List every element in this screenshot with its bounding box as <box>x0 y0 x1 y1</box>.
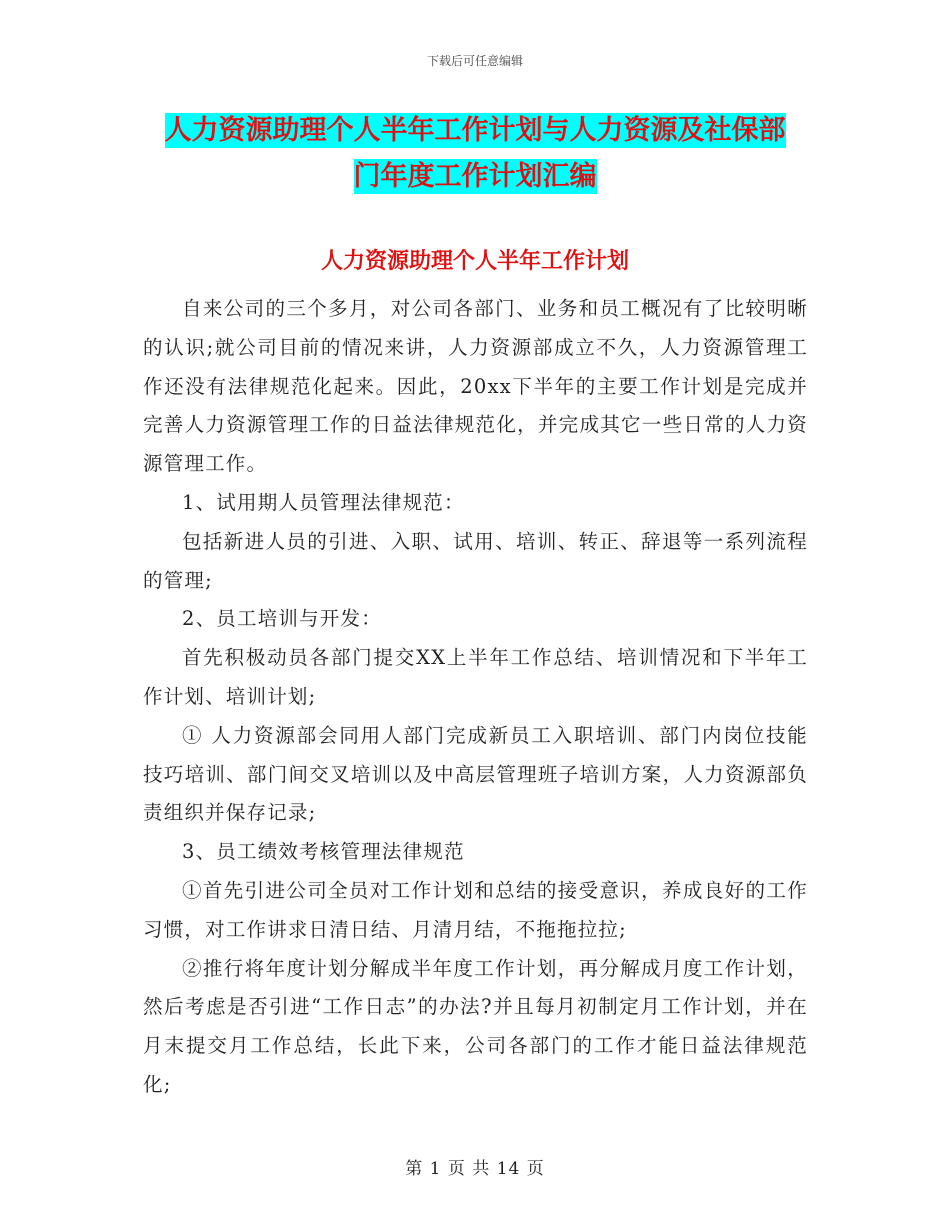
document-title <box>150 108 800 200</box>
paragraph-2-detail: 首先积极动员各部门提交XX上半年工作总结、培训情况和下半年工作计划、培训计划; <box>143 646 808 708</box>
paragraph-heading-2: 2、员工培训与开发： <box>182 607 382 631</box>
document-title-line-1: 人力资源助理个人半年工作计划与人力资源及社保部 <box>164 115 786 146</box>
paragraph-intro: 自来公司的三个多月，对公司各部门、业务和员工概况有了比较明晰的认识;就公司目前的情况来讲，人力资源部成立不久，人力资源管理工作还没有法律规范化起来。因此，20xx下半年的主要工作计划是完成并完善人力资源管理工作的日益法律规范化，并完成其它一些日常的人力资源管理工作。 <box>143 297 808 476</box>
paragraph-2-item-1: ① 人力资源部会同用人部门完成新员工入职培训、部门内岗位技能技巧培训、部门间交叉培训以及中高层管理班子培训方案，人力资源部负责组织并保存记录; <box>143 723 808 825</box>
paragraph-3-item-1: ①首先引进公司全员对工作计划和总结的接受意识，养成良好的工作习惯，对工作讲求日清日结、月清月结，不拖拖拉拉; <box>143 878 808 941</box>
page-number-footer: 第 1 页 共 14 页 <box>405 1159 545 1179</box>
paragraph-heading-3: 3、员工绩效考核管理法律规范 <box>182 840 465 864</box>
document-body <box>143 290 808 1105</box>
page-header-note: 下载后可任意编辑 <box>426 54 523 68</box>
document-title-line-2: 门年度工作计划汇编 <box>353 161 597 192</box>
section-title: 人力资源助理个人半年工作计划 <box>320 248 629 274</box>
paragraph-heading-1: 1、试用期人员管理法律规范： <box>182 490 465 514</box>
paragraph-3-item-2: ②推行将年度计划分解成半年度工作计划，再分解成月度工作计划，然后考虑是否引进“工作日志”的办法?并且每月初制定月工作计划，并在月末提交月工作总结，长此下来，公司各部门的工作才能日益法律规范化; <box>143 956 808 1096</box>
paragraph-1-detail: 包括新进人员的引进、入职、试用、培训、转正、辞退等一系列流程的管理; <box>143 529 808 592</box>
